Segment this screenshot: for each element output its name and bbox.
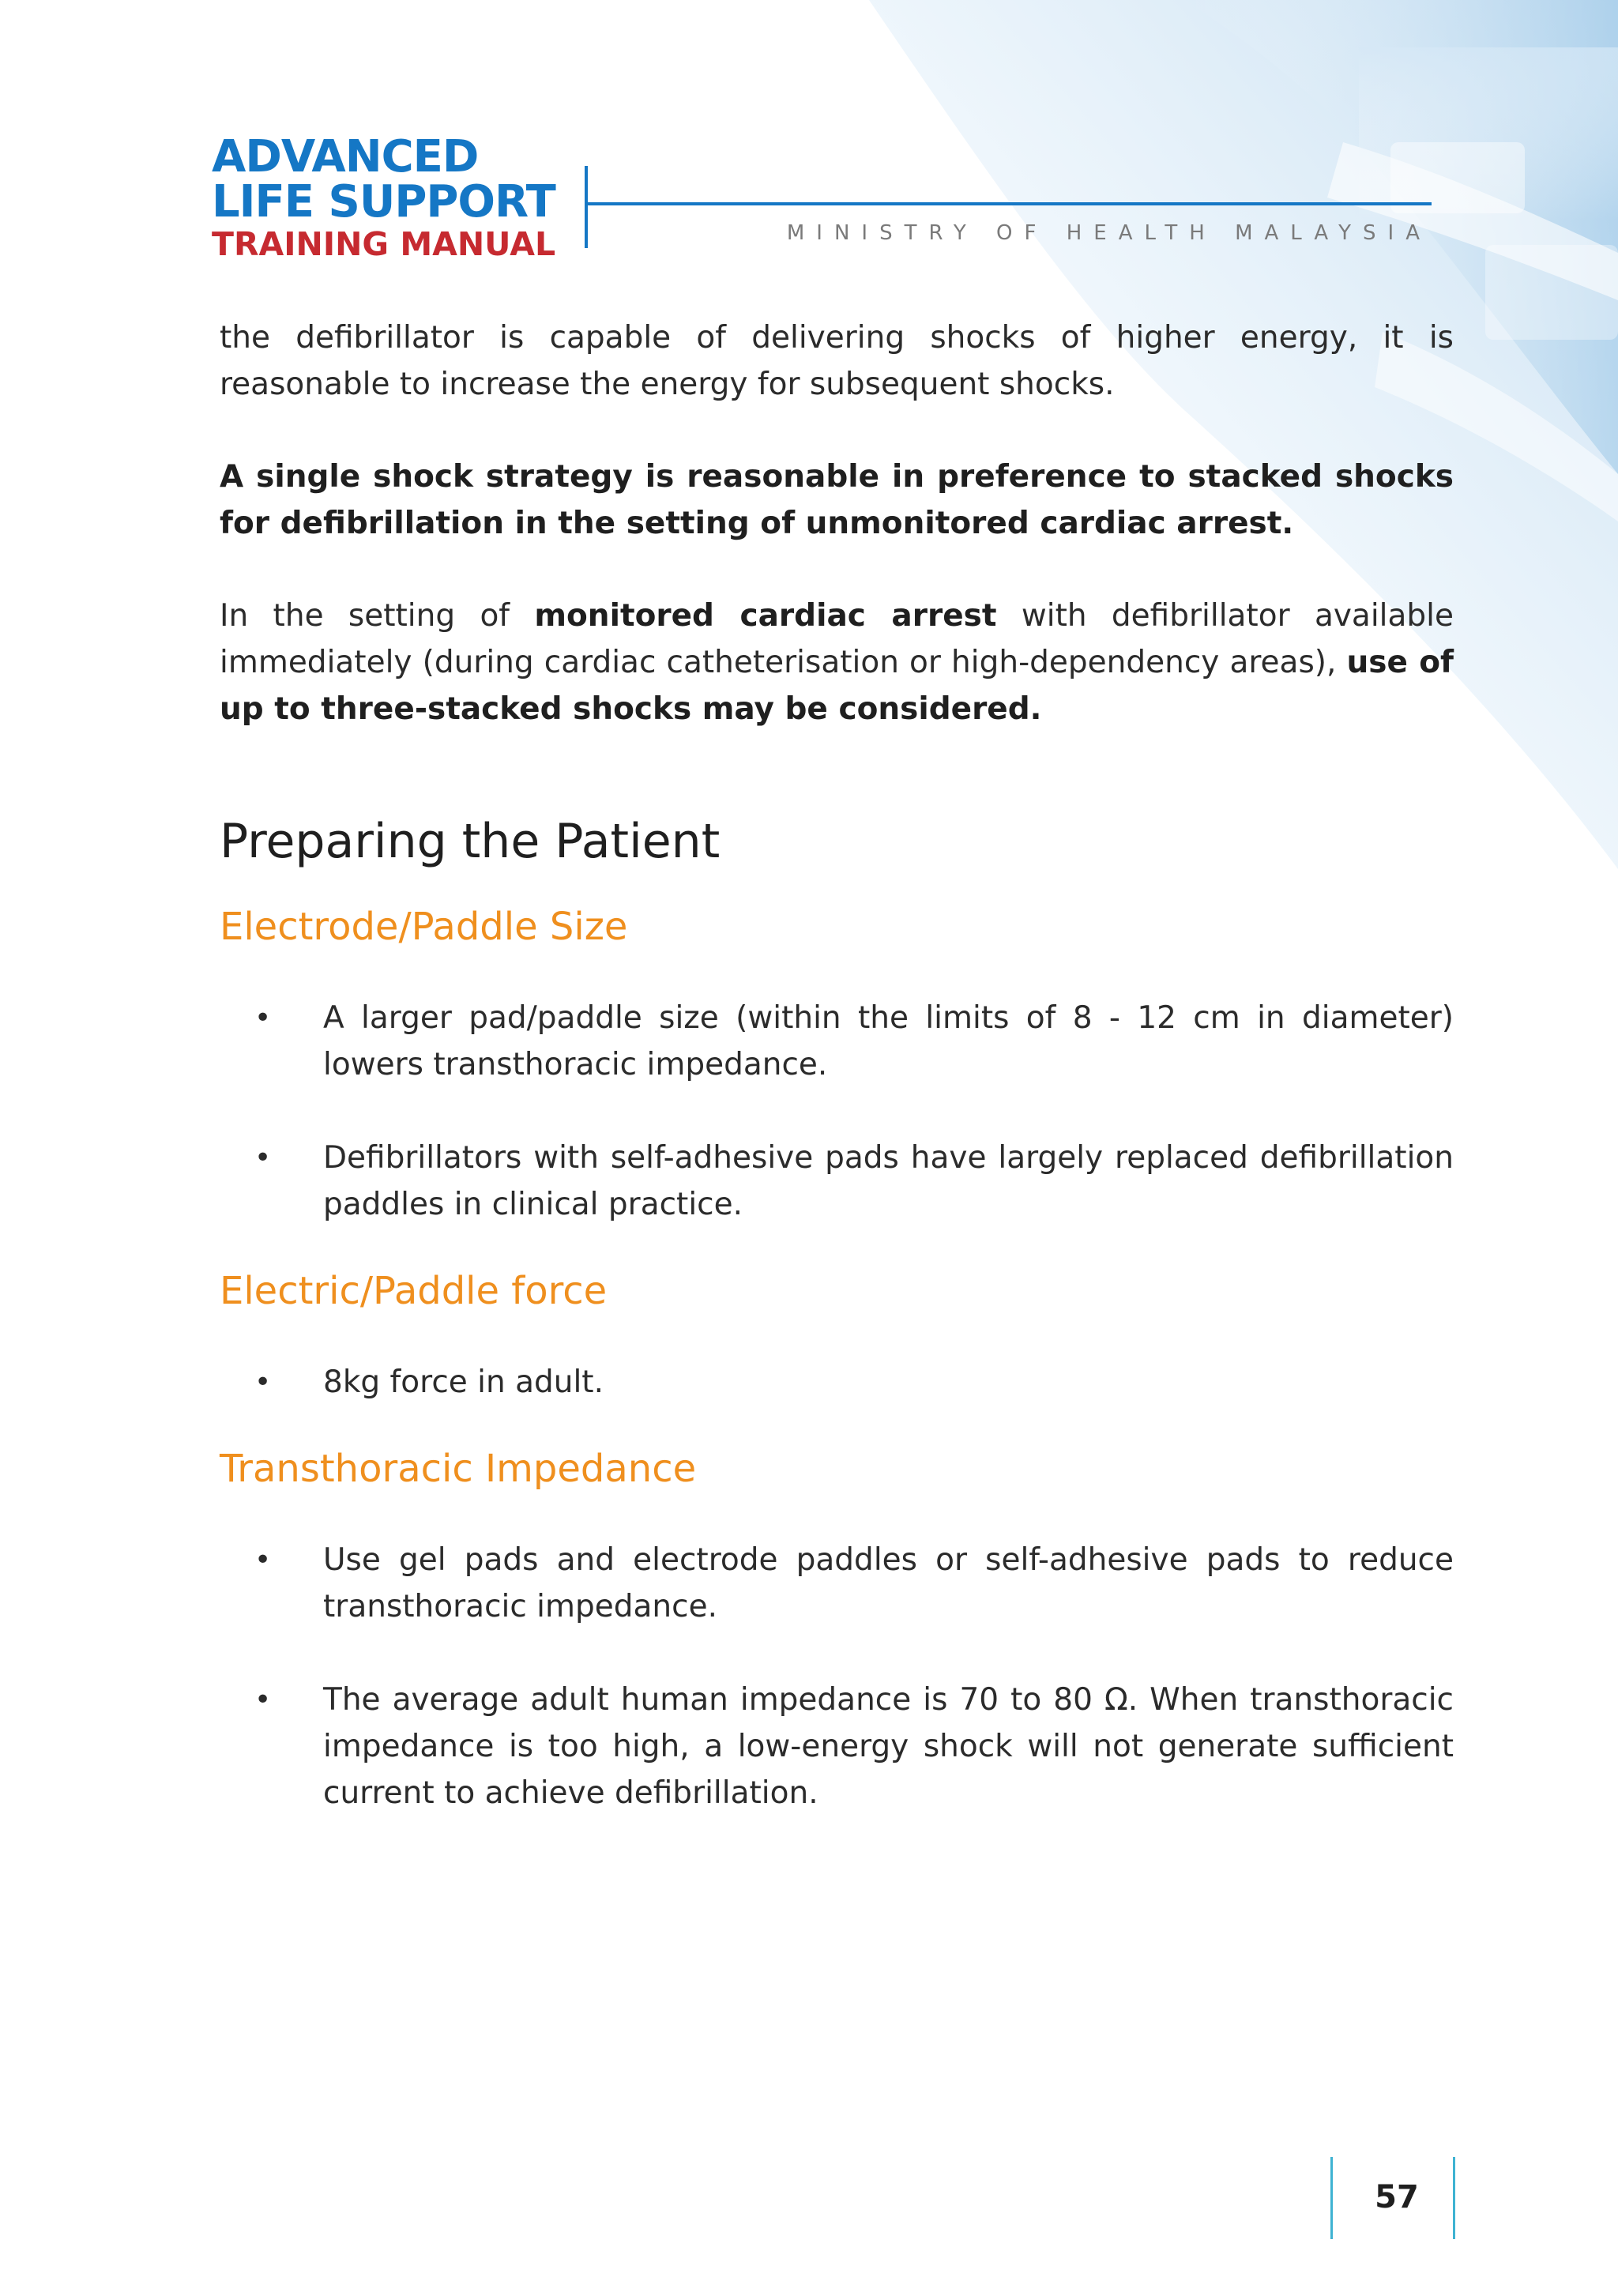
bullet-list-electrode-size xyxy=(220,995,1454,1228)
bullet-icon: • xyxy=(254,1142,272,1174)
header-horizontal-rule xyxy=(586,202,1432,205)
list-item xyxy=(220,1359,1454,1406)
paragraph-single-shock: A single shock strategy is reasonable in preference to stacked shocks for defibrillation in the setting of unmonitored cardiac arrest. xyxy=(220,459,1454,541)
subheading-electrode-size: Electrode/Paddle Size xyxy=(220,905,628,949)
footer-divider-left xyxy=(1330,2157,1333,2239)
logo-line-life-support: LIFE SUPPORT xyxy=(212,176,555,228)
paragraph-monitored-arrest xyxy=(220,593,1454,732)
list-item xyxy=(220,1677,1454,1816)
page-header xyxy=(212,131,1438,263)
list-item-text: 8kg force in adult. xyxy=(323,1364,604,1400)
text-run: In the setting of xyxy=(220,598,535,634)
subheading-paddle-force: Electric/Paddle force xyxy=(220,1269,608,1313)
paragraph-energy: the defibrillator is capable of delivering shocks of higher energy, it is reasonable to increase the energy for subsequent shocks. xyxy=(220,320,1454,402)
logo-line-training-manual: TRAINING MANUAL xyxy=(212,225,556,263)
list-item xyxy=(220,995,1454,1088)
list-item xyxy=(220,1537,1454,1630)
ministry-label: MINISTRY OF HEALTH MALAYSIA xyxy=(786,221,1432,245)
bullet-icon: • xyxy=(254,1544,272,1576)
page-content xyxy=(220,314,1454,1816)
list-item-text: Defibrillators with self-adhesive pads have largely replaced defibrillation paddles in clinical practice. xyxy=(323,1140,1454,1222)
subheading-transthoracic-impedance: Transthoracic Impedance xyxy=(220,1447,697,1491)
emphasis-stacked-shocks: use of up to three-stacked shocks may be considered. xyxy=(220,645,1454,727)
header-vertical-divider xyxy=(585,166,588,248)
bullet-icon: • xyxy=(254,1366,272,1398)
bullet-icon: • xyxy=(254,1002,272,1034)
list-item-text: A larger pad/paddle size (within the limits of 8 - 12 cm in diameter) lowers transthoracic impedance. xyxy=(323,1000,1454,1082)
list-item-text: The average adult human impedance is 70 to 80 Ω. When transthoracic impedance is too high, a low-energy shock will not generate sufficient current to achieve defibrillation. xyxy=(323,1682,1454,1811)
list-item-text: Use gel pads and electrode paddles or self-adhesive pads to reduce transthoracic impedance. xyxy=(323,1542,1454,1624)
list-item xyxy=(220,1135,1454,1228)
logo-line-advanced: ADVANCED xyxy=(212,131,479,183)
footer-divider-right xyxy=(1453,2157,1455,2239)
text-run: with defibrillator available immediately (during cardiac catheterisation or high-dependency areas), xyxy=(220,598,1454,680)
emphasis-monitored-cardiac-arrest: monitored cardiac arrest xyxy=(534,598,997,634)
bullet-icon: • xyxy=(254,1684,272,1716)
bullet-list-transthoracic-impedance xyxy=(220,1537,1454,1816)
als-logo xyxy=(212,131,559,264)
section-title: Preparing the Patient xyxy=(220,814,721,869)
bullet-list-paddle-force xyxy=(220,1359,1454,1406)
page-number: 57 xyxy=(1375,2179,1419,2215)
